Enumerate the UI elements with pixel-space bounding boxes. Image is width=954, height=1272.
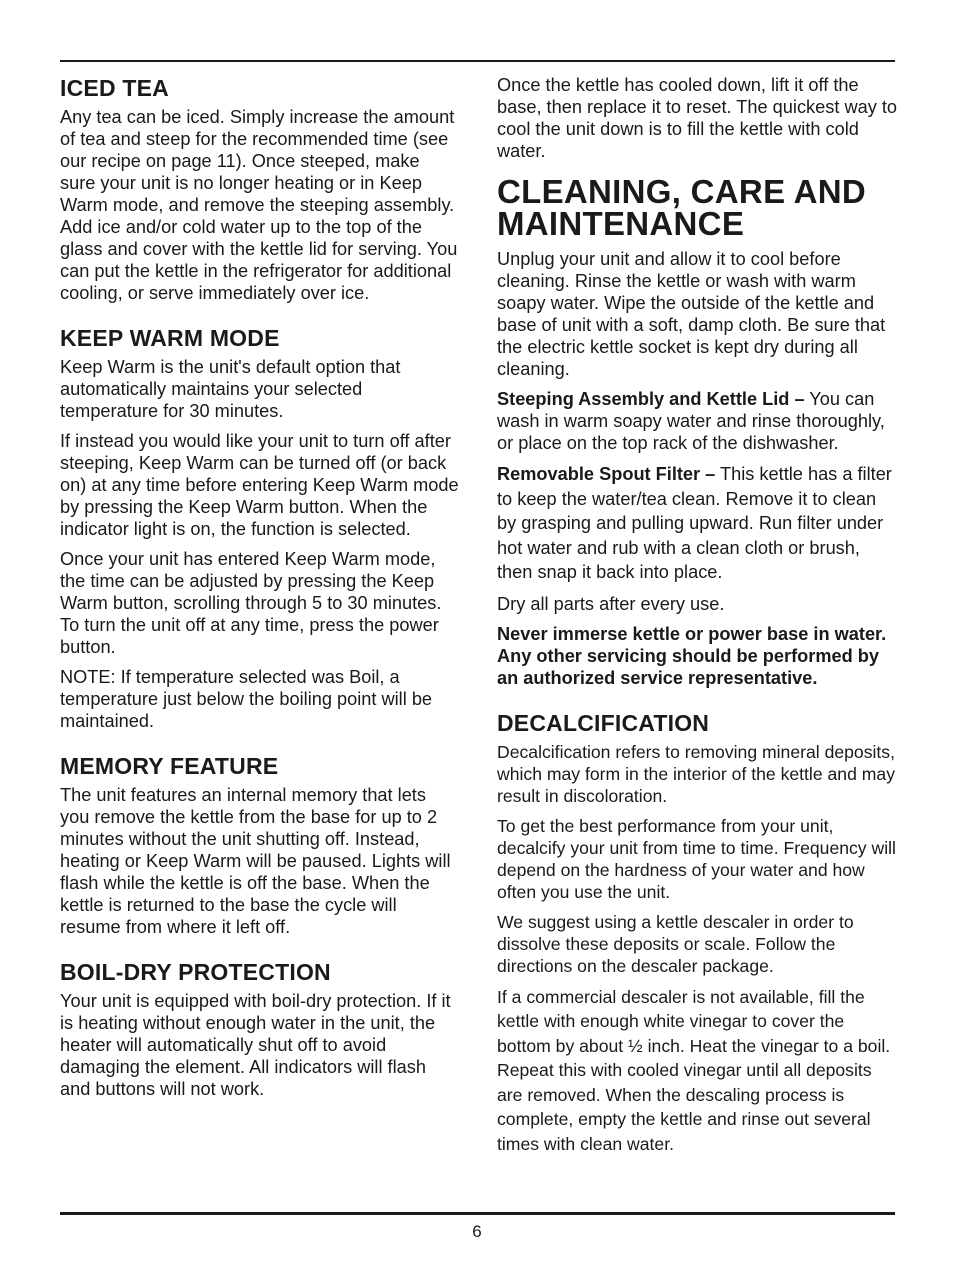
lead-spout-filter: Removable Spout Filter – [497,464,716,484]
text: You can wash in warm soapy water and rinse thoroughly, or place on the top rack of the dishwasher. [497,389,885,453]
paragraph: If a commercial descaler is not available, fill the kettle with enough white vinegar to cover the bottom by about ½ inch. Heat the vinegar to a boil. Repeat this with cooled vinegar until all deposits are removed. When the descaling process is complete, empty the kettle and rinse out several times with clean water. [497,986,891,1154]
paragraph: Keep Warm is the unit's default option that automatically maintains your selected temperature for 30 minutes. [60,357,401,421]
paragraph: Your unit is equipped with boil-dry protection. If it is heating without enough water in the unit, the heater will automatically shut off to avoid damaging the element. All indicators will flash and buttons will not work. [60,991,451,1099]
paragraph: We suggest using a kettle descaler in order to dissolve these deposits or scale. Follow the directions on the descaler package. [497,911,854,976]
heading-cleaning: CLEANING, CARE AND MAINTENANCE [497,173,867,242]
paragraph [497,388,897,454]
paragraph: Any tea can be iced. Simply increase the amount of tea and steep for the recommended time (see our recipe on page 11). Once steeped, make sure your unit is no longer heating or in Keep Warm mode, and remove the steeping assembly. Add ice and/or cold water up to the top of the glass and cover with the kettle lid for serving. You can put the kettle in the refrigerator for additional cooling, or serve immediately over ice. [60,107,458,303]
paragraph-reset: Once the kettle has cooled down, lift it off the base, then replace it to reset. The quickest way to cool the unit down is to fill the kettle with cold water. [497,75,898,161]
section-memory [60,752,460,938]
paragraph: Unplug your unit and allow it to cool before cleaning. Rinse the kettle or wash with warm soapy water. Wipe the outside of the kettle and base of unit with a soft, damp cloth. Be sure that the electric kettle socket is kept dry during all cleaning. [497,249,886,379]
section-cleaning [497,173,897,689]
heading-iced-tea: ICED TEA [60,75,169,101]
text: This kettle has a filter to keep the water/tea clean. Remove it to clean by grasping and pulling upward. Run filter under hot water and rub with a clean cloth or brush, then snap it back into place. [497,464,892,582]
section-iced-tea [60,74,460,304]
paragraph: If instead you would like your unit to turn off after steeping, Keep Warm can be turned off (or back on) at any time before entering Keep Warm mode by pressing the Keep Warm button. When the indicator light is on, the function is selected. [60,431,459,539]
page-number: 6 [472,1222,482,1241]
lead-steeping: Steeping Assembly and Kettle Lid – [497,389,805,409]
heading-memory: MEMORY FEATURE [60,753,279,779]
top-rule [60,60,895,62]
paragraph: To get the best performance from your unit, decalcify your unit from time to time. Frequency will depend on the hardness of your water and how often you use the unit. [497,815,896,902]
paragraph: NOTE: If temperature selected was Boil, a temperature just below the boiling point will be maintained. [60,667,433,731]
paragraph: Decalcification refers to removing mineral deposits, which may form in the interior of the kettle and may result in discoloration. [497,741,895,806]
right-column [497,74,897,1164]
bottom-rule [60,1212,895,1215]
heading-decalcification: DECALCIFICATION [497,709,710,736]
paragraph: Dry all parts after every use. [497,593,725,614]
warning-text: Never immerse kettle or power base in water. Any other servicing should be performed by an authorized service representative. [497,623,887,688]
paragraph: Once your unit has entered Keep Warm mode, the time can be adjusted by pressing the Keep Warm button, scrolling through 5 to 30 minutes. To turn the unit off at any time, press the power button. [60,549,442,657]
section-boil-dry [60,958,460,1100]
section-decalcification [497,709,897,1157]
paragraph [497,462,897,585]
heading-keep-warm: KEEP WARM MODE [60,325,280,351]
paragraph: The unit features an internal memory that lets you remove the kettle from the base for up to 2 minutes without the unit shutting off. Instead, heating or Keep Warm will be paused. Lights will flash while the kettle is off the base. When the kettle is returned to the base the cycle will resume from where it left off. [60,785,451,937]
left-column [60,74,460,1108]
section-keep-warm [60,324,460,732]
heading-boil-dry: BOIL-DRY PROTECTION [60,959,331,985]
